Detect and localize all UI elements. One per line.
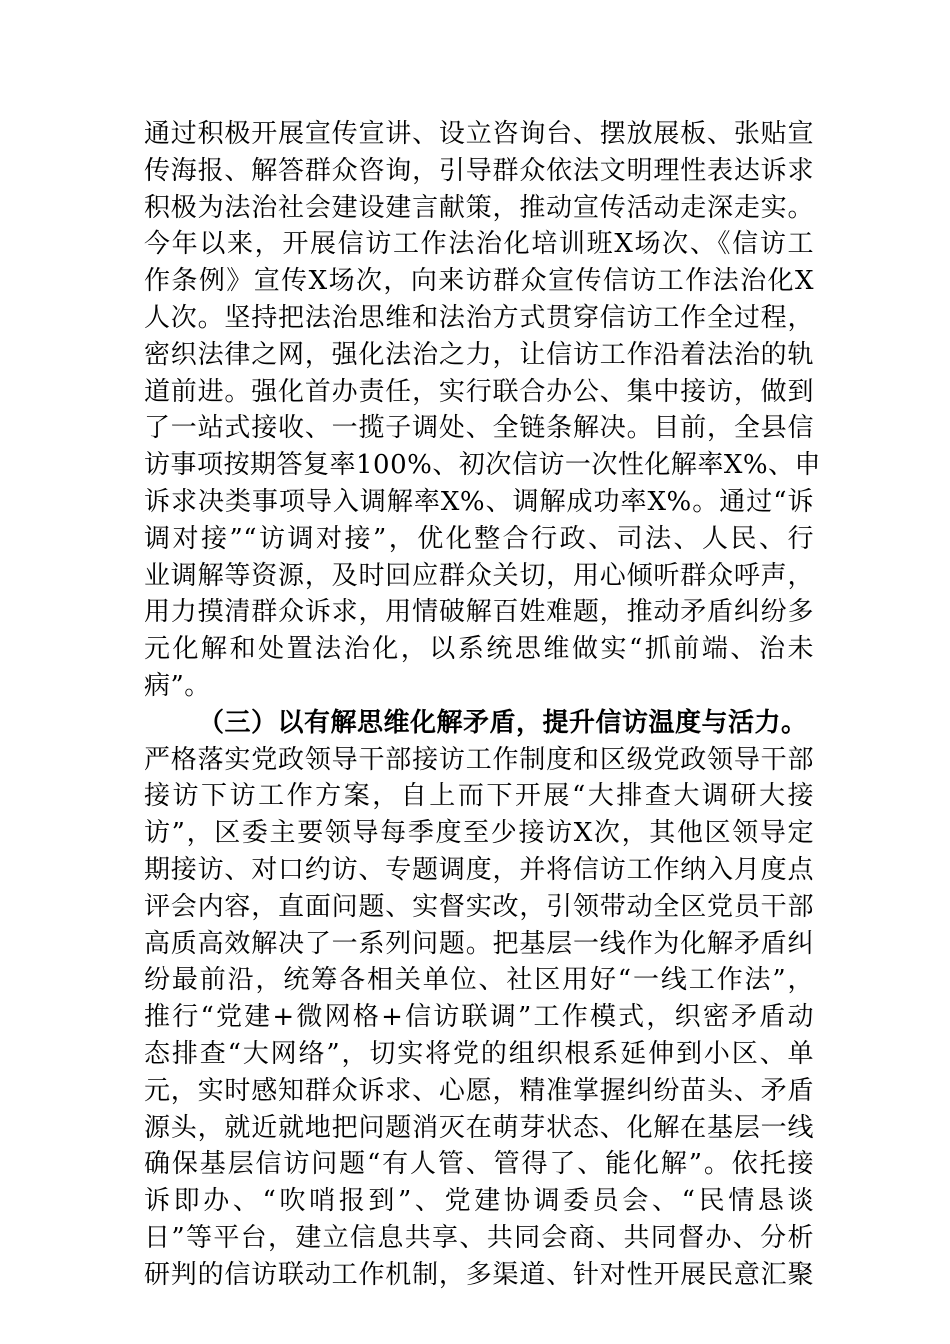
text-line: 通过积极开展宣传宣讲、设立咨询台、摆放展板、张贴宣 (144, 119, 814, 149)
text-line: 了一站式接收、一揽子调处、全链条解决。目前，全县信 (144, 413, 814, 444)
text-line: 密织法律之网，强化法治之力，让信访工作沿着法治的轨 (144, 339, 814, 370)
text-line: 高质高效解决了一系列问题。把基层一线作为化解矛盾纠 (144, 928, 814, 959)
text-line: 纷最前沿，统筹各相关单位、社区用好“一线工作法”， (144, 965, 814, 996)
text-line: 接访下访工作方案，自上而下开展“大排查大调研大接 (144, 781, 814, 812)
text-line: 用力摸清群众诉求，用情破解百姓难题，推动矛盾纠纷多 (144, 597, 814, 628)
section-heading: （三）以有解思维化解矛盾，提升信访温度与活力。 (198, 707, 808, 738)
text-line: 元化解和处置法治化，以系统思维做实“抓前端、治未 (144, 634, 814, 665)
text-line: 态排查“大网络”，切实将党的组织根系延伸到小区、单 (144, 1038, 814, 1069)
text-line: 访”，区委主要领导每季度至少接访X次，其他区领导定 (144, 818, 814, 849)
text-line: 道前进。强化首办责任，实行联合办公、集中接访，做到 (144, 376, 814, 407)
text-line: 评会内容，直面问题、实督实改，引领带动全区党员干部 (144, 891, 814, 922)
text-line: 研判的信访联动工作机制，多渠道、针对性开展民意汇聚 (144, 1259, 814, 1290)
text-line: 积极为法治社会建设建言献策，推动宣传活动走深走实。 (144, 192, 814, 223)
text-line: 日”等平台，建立信息共享、共同会商、共同督办、分析 (144, 1222, 814, 1253)
text-line: 诉求决类事项导入调解率X%、调解成功率X%。通过“诉 (144, 486, 814, 517)
text-line: 传海报、解答群众咨询，引导群众依法文明理性表达诉求 (144, 155, 814, 186)
text-line: 期接访、对口约访、专题调度，并将信访工作纳入月度点 (144, 854, 814, 885)
text-line: 病”。 (144, 670, 211, 701)
text-line: 推行“党建+微网格+信访联调”工作模式，织密矛盾动 (144, 1002, 814, 1033)
text-line: 诉即办、“吹哨报到”、党建协调委员会、“民情恳谈 (144, 1186, 814, 1217)
text-line: 元，实时感知群众诉求、心愿，精准掌握纠纷苗头、矛盾 (144, 1075, 814, 1106)
text-line: 访事项按期答复率100%、初次信访一次性化解率X%、申 (144, 450, 822, 481)
text-line: 作条例》宣传X场次，向来访群众宣传信访工作法治化X (144, 266, 814, 297)
text-line: 今年以来，开展信访工作法治化培训班X场次、《信访工 (144, 229, 814, 260)
text-line: 严格落实党政领导干部接访工作制度和区级党政领导干部 (144, 744, 814, 775)
text-line: 源头，就近就地把问题消灭在萌芽状态、化解在基层一线 (144, 1112, 814, 1143)
text-line: 确保基层信访问题“有人管、管得了、能化解”。依托接 (144, 1149, 814, 1180)
text-line: 业调解等资源，及时回应群众关切，用心倾听群众呼声， (144, 560, 814, 591)
document-body (144, 116, 822, 1294)
text-line: 调对接”“访调对接”，优化整合行政、司法、人民、行 (144, 523, 814, 554)
text-line: 人次。坚持把法治思维和法治方式贯穿信访工作全过程， (144, 302, 814, 333)
